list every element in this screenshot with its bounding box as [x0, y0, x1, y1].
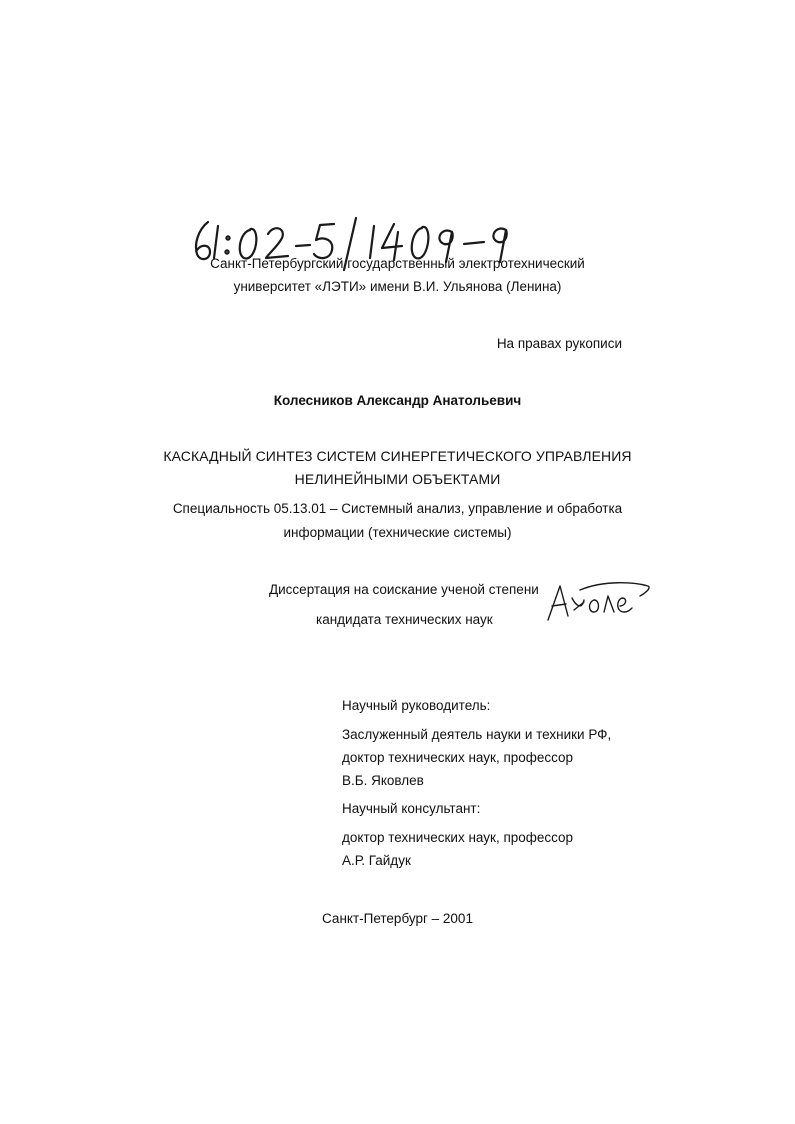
consultant-name: А.Р. Гайдук — [342, 853, 411, 868]
institution-line-1: Санкт-Петербургский государственный электротехнический — [210, 256, 585, 271]
supervisor-title-line-2: доктор технических наук, профессор — [342, 750, 574, 765]
place-and-year: Санкт-Петербург – 2001 — [322, 911, 473, 926]
dissertation-title-line-2: НЕЛИНЕЙНЫМИ ОБЪЕКТАМИ — [294, 471, 501, 487]
manuscript-rights: На правах рукописи — [496, 336, 622, 351]
dissertation-title-line-1: КАСКАДНЫЙ СИНТЕЗ СИСТЕМ СИНЕРГЕТИЧЕСКОГО УПРАВЛЕНИЯ — [163, 448, 632, 464]
consultant-heading: Научный консультант: — [342, 801, 481, 816]
handwritten-signature — [544, 576, 656, 626]
author-name: Колесников Александр Анатольевич — [273, 393, 522, 408]
specialty-line-2: информации (технические системы) — [283, 525, 512, 540]
supervisor-title-line-1: Заслуженный деятель науки и техники РФ, — [342, 727, 612, 742]
supervisor-heading: Научный руководитель: — [342, 698, 491, 713]
institution-line-2: университет «ЛЭТИ» имени В.И. Ульянова (Ленина) — [233, 279, 562, 294]
specialty-line-1: Специальность 05.13.01 – Системный анализ, управление и обработка — [172, 501, 623, 516]
supervisor-name: В.Б. Яковлев — [342, 773, 424, 788]
consultant-title-line-1: доктор технических наук, профессор — [342, 830, 574, 845]
degree-line-2: кандидата технических наук — [316, 612, 493, 627]
degree-line-1: Диссертация на соискание ученой степени — [269, 582, 539, 597]
